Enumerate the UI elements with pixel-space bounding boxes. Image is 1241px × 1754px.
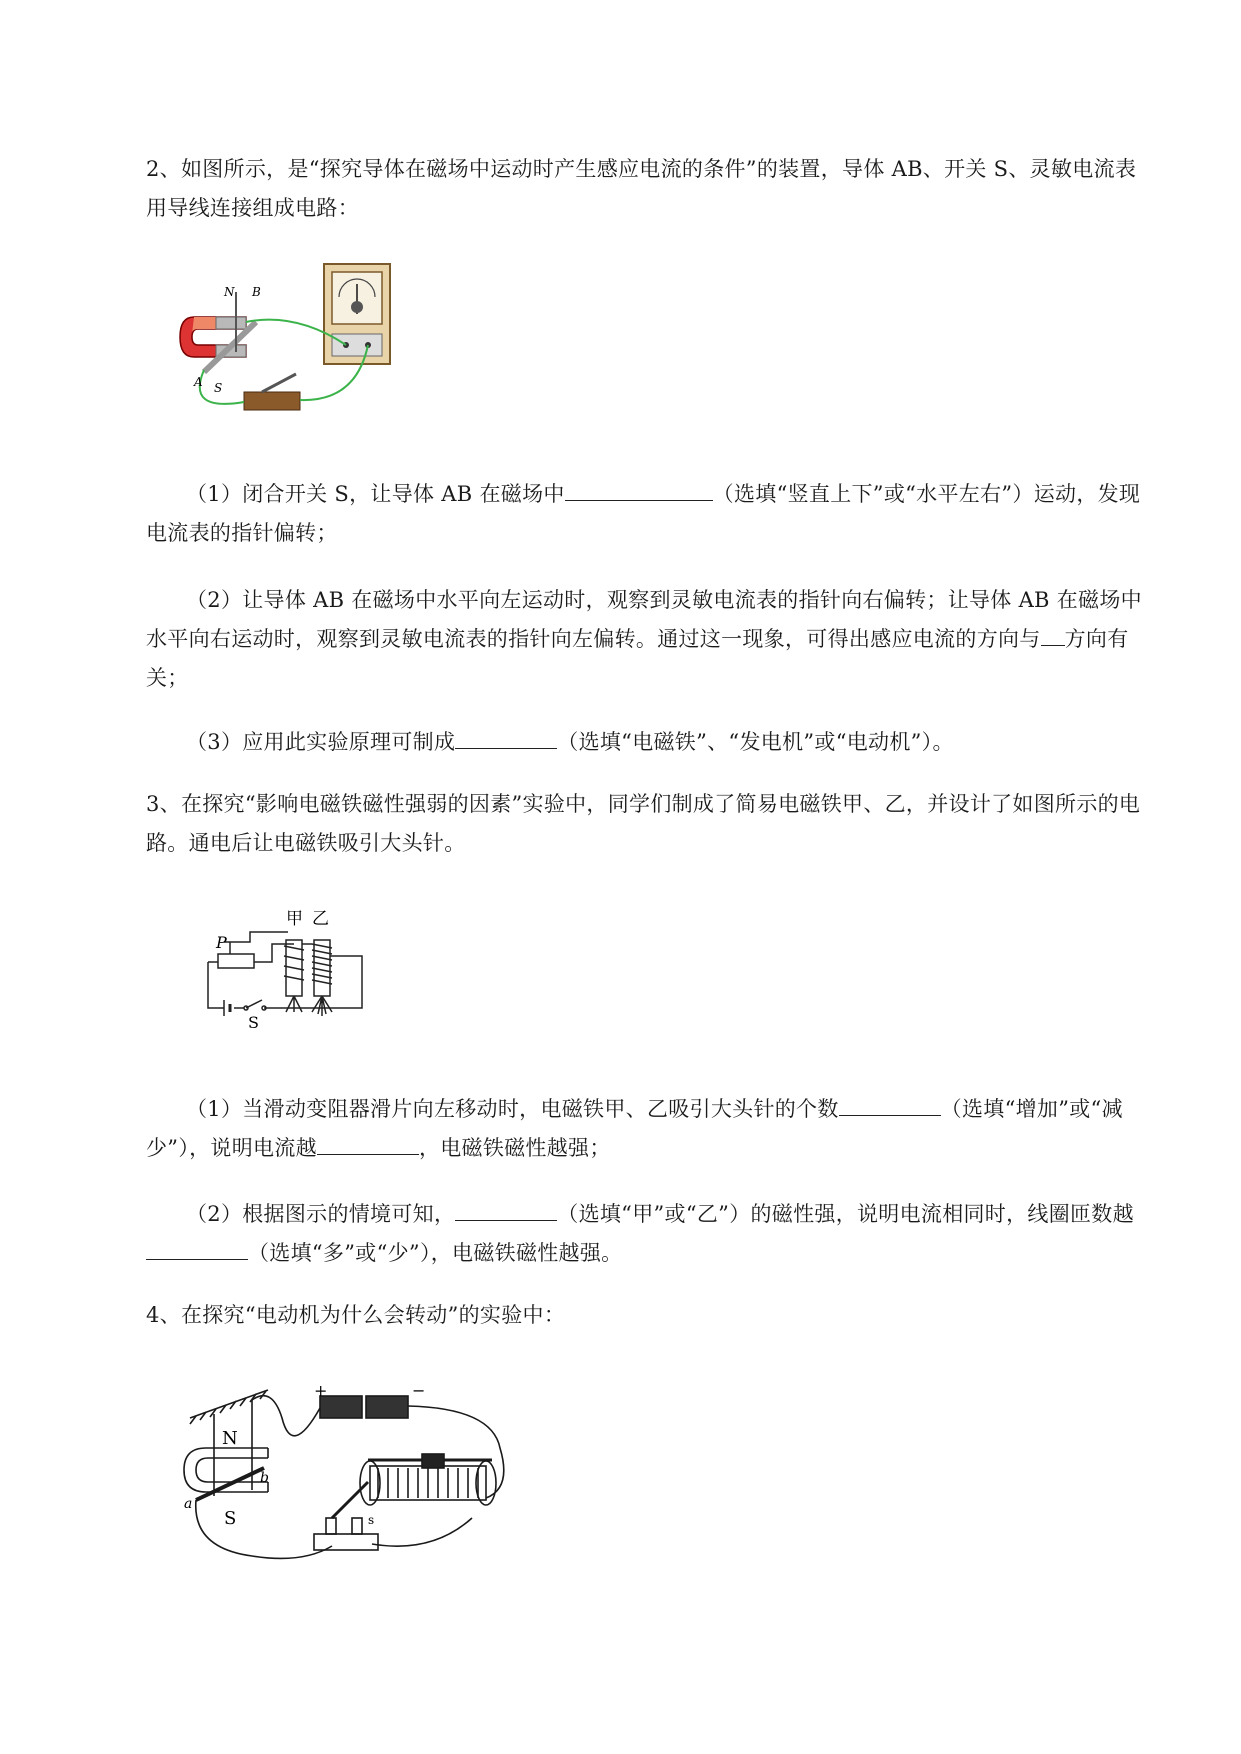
q4-figure-motor-apparatus	[182, 1378, 522, 1573]
q2-part2-text-a: （2）让导体 AB 在磁场中水平向左运动时，观察到灵敏电流表的指针向右偏转；让导体 AB 在磁场中水平向右运动时，观察到灵敏电流表的指针向左偏转。通过这一现象，可得出感应电流的方向与	[146, 588, 1142, 651]
q4-fig-label-minus: −	[412, 1381, 426, 1400]
q3-fig-label-yi: 乙	[312, 909, 329, 929]
q2-fig-label-s: S	[214, 381, 223, 395]
q3-part2-answer-blank-2[interactable]	[146, 1235, 248, 1260]
q4-fig-label-plus: +	[314, 1381, 328, 1400]
q2-figure-induction-apparatus	[176, 262, 406, 442]
q3-fig-label-s: S	[248, 1013, 259, 1032]
q2-part3-text-b: （选填“电磁铁”、“发电机”或“电动机”）。	[557, 730, 954, 754]
q4-fig-label-b: b	[260, 1470, 269, 1486]
q4-stem: 4、在探究“电动机为什么会转动”的实验中：	[146, 1303, 566, 1327]
q3-fig-label-jia: 甲	[286, 909, 303, 929]
q2-part2-text-b: 方向有关；	[146, 627, 1129, 690]
q4-fig-label-s: S	[224, 1508, 237, 1529]
q4-fig-label-a: a	[184, 1496, 193, 1512]
q3-fig-label-p: P	[216, 933, 227, 952]
q3-part1-answer-blank-2[interactable]	[317, 1130, 419, 1155]
q3-part1-text-a: （1）当滑动变阻器滑片向左移动时，电磁铁甲、乙吸引大头针的个数	[186, 1097, 839, 1121]
q3-part2-text-b: （选填“甲”或“乙”）的磁性强，说明电流相同时，线圈匝数越	[557, 1202, 1134, 1226]
q4-fig-label-switch: s	[368, 1513, 375, 1527]
q2-fig-label-n: N	[224, 285, 235, 299]
q3-part2-text-a: （2）根据图示的情境可知，	[186, 1202, 456, 1226]
q3-part1-text-b: （选填“增加”或“减少”），说明电流越	[146, 1097, 1123, 1160]
q3-part1-text-c: ，电磁铁磁性越强；	[418, 1136, 611, 1160]
q3-part1	[146, 1090, 1151, 1168]
q2-fig-label-b: B	[252, 285, 261, 299]
q2-part3-answer-blank[interactable]	[455, 724, 557, 749]
q2-part1-text-a: （1）闭合开关 S，让导体 AB 在磁场中	[186, 482, 565, 506]
q2-part2-answer-blank[interactable]	[1041, 621, 1065, 646]
q3-part2-text-c: （选填“多”或“少”），电磁铁磁性越强。	[248, 1241, 623, 1265]
q3-part2-answer-blank-1[interactable]	[455, 1196, 557, 1221]
q2-part1-answer-blank[interactable]	[565, 476, 713, 501]
q4-fig-label-n: N	[222, 1428, 238, 1449]
q2-stem: 2、如图所示，是“探究导体在磁场中运动时产生感应电流的条件”的装置，导体 AB、开关 S、灵敏电流表用导线连接组成电路：	[146, 157, 1137, 220]
q2-part2	[146, 581, 1151, 698]
q2-fig-label-a: A	[194, 375, 203, 389]
q2-part1-text-b: （选填“竖直上下”或“水平左右”）运动，发现电流表的指针偏转；	[146, 482, 1141, 545]
q3-part1-answer-blank-1[interactable]	[839, 1091, 941, 1116]
q3-figure-electromagnet-circuit	[202, 904, 372, 1034]
q2-part1	[146, 475, 1151, 553]
q2-part3	[146, 723, 1151, 762]
q3-part2	[146, 1195, 1151, 1273]
q2-part3-text-a: （3）应用此实验原理可制成	[186, 730, 456, 754]
q3-stem: 3、在探究“影响电磁铁磁性强弱的因素”实验中，同学们制成了简易电磁铁甲、乙，并设计了如图所示的电路。通电后让电磁铁吸引大头针。	[146, 792, 1141, 855]
